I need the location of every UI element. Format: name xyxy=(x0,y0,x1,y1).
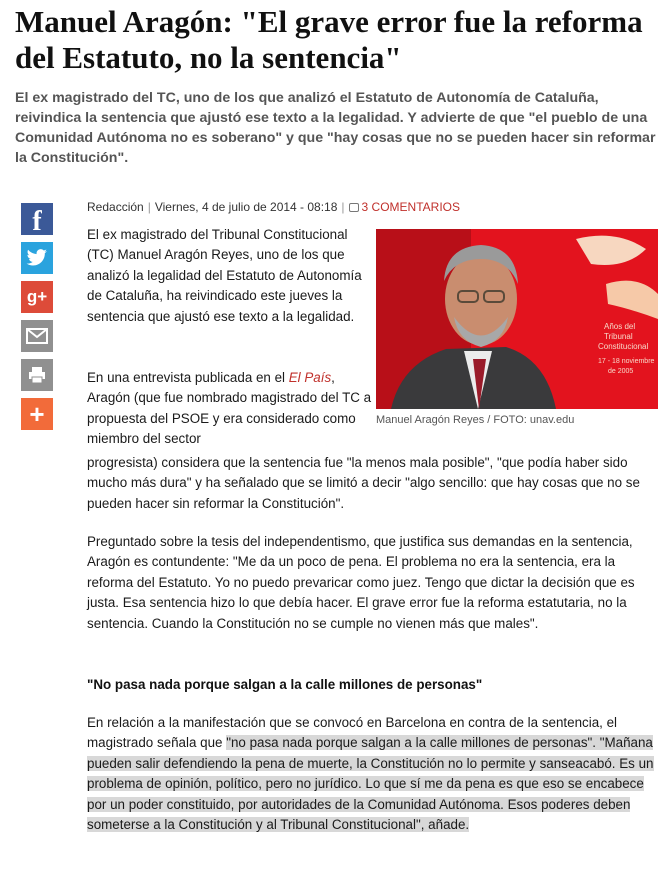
highlighted-quote: "no pasa nada porque salgan a la calle millones de personas". "Mañana pueden salir defendiendo la pena de muerte, la Constitución no lo permite y sanseacabó. Es un problema de opinión, político, pero no jurídico. Lo que sí me da pena es que eso se encabece por un poder constituido, por autoridades de la Comunidad Autónoma. Esos poderes deben someterse a la Constitución y al Tribunal Constitucional", añade. xyxy=(87,735,654,833)
svg-text:de 2005: de 2005 xyxy=(608,368,634,375)
svg-text:Tribunal: Tribunal xyxy=(604,332,633,341)
facebook-icon: f xyxy=(32,206,42,237)
paragraph-1: El ex magistrado del Tribunal Constitucional (TC) Manuel Aragón Reyes, uno de los que analizó la legalidad del Estatuto de Autonomía de Cataluña, ha reivindicado este jueves la sentencia que ajustó ese texto a la legalidad. xyxy=(87,227,362,324)
google-plus-icon: g+ xyxy=(26,287,48,306)
article-photo xyxy=(376,229,658,409)
printer-icon xyxy=(27,365,47,385)
article-byline: Redacción | Viernes, 4 de julio de 2014 - 08:18 | 3 COMENTARIOS xyxy=(87,200,460,214)
paragraph-4-start: En relación a la manifestación que se convocó en Barcelona en contra de la sentencia, el magistrado señala que xyxy=(87,715,618,751)
author-name: Redacción xyxy=(87,200,144,214)
photo-caption: Manuel Aragón Reyes / FOTO: unav.edu xyxy=(376,414,575,426)
paragraph-2-bottom: progresista) considera que la sentencia fue "la menos mala posible", "que podía haber sido mucho más dura" y ha señalado que se limitó a decir "algo sencillo: que hay cosas que no se pueden hacer sin reformar la Constitución". xyxy=(87,455,640,511)
email-share-button[interactable] xyxy=(21,320,53,352)
svg-text:17 - 18 noviembre: 17 - 18 noviembre xyxy=(598,358,655,365)
paragraph-3: Preguntado sobre la tesis del independentismo, que justifica sus demandas en la sentencia, Aragón es contundente: "Me da un poco de pena. El problema no era la sentencia, era la reforma del Estatuto. Yo no puedo prevaricar como juez. Tengo que dictar la decisión que es justa. Esa sentencia hizo lo que debía hacer. El grave error fue la reforma estatutaria, no la sentencia. Cuando la Constitución no se cumple no vienen más que males". xyxy=(87,534,635,631)
paragraph-4 xyxy=(87,713,657,835)
article-title: Manuel Aragón: "El grave error fue la reforma del Estatuto, no la sentencia" xyxy=(15,4,643,75)
share-bar xyxy=(21,203,53,437)
twitter-share-button[interactable] xyxy=(21,242,53,274)
facebook-share-button[interactable] xyxy=(21,203,53,235)
print-button[interactable] xyxy=(21,359,53,391)
google-plus-share-button[interactable] xyxy=(21,281,53,313)
comments-count: 3 COMENTARIOS xyxy=(361,200,460,214)
article-lead: El ex magistrado del TC, uno de los que analizó el Estatuto de Autonomía de Cataluña, reivindica la sentencia que ajustó ese texto a la legalidad. Y advierte de que "el pueblo de una Comunidad Autónoma no es soberano" y que "hay cosas que no se pueden hacer sin reformar la Constitución". xyxy=(15,90,656,166)
paragraph-2-top xyxy=(87,368,372,450)
comments-link[interactable] xyxy=(349,200,460,214)
paragraph-2-middle: , Aragón (que fue nombrado magistrado del TC a propuesta del PSOE y era considerado como miembro del sector xyxy=(87,370,372,447)
paragraph-2-start: En una entrevista publicada en el xyxy=(87,370,289,385)
publish-date: Viernes, 4 de julio de 2014 - 08:18 xyxy=(154,200,338,214)
more-share-button[interactable] xyxy=(21,398,53,430)
comment-icon xyxy=(349,203,359,212)
el-pais-link[interactable]: El País xyxy=(288,370,332,385)
article-subheading: "No pasa nada porque salgan a la calle millones de personas" xyxy=(87,677,483,692)
svg-text:Constitucional: Constitucional xyxy=(598,342,649,351)
svg-text:Años del: Años del xyxy=(604,322,636,331)
twitter-icon xyxy=(26,249,48,267)
envelope-icon xyxy=(26,328,48,344)
plus-icon: + xyxy=(29,398,45,429)
